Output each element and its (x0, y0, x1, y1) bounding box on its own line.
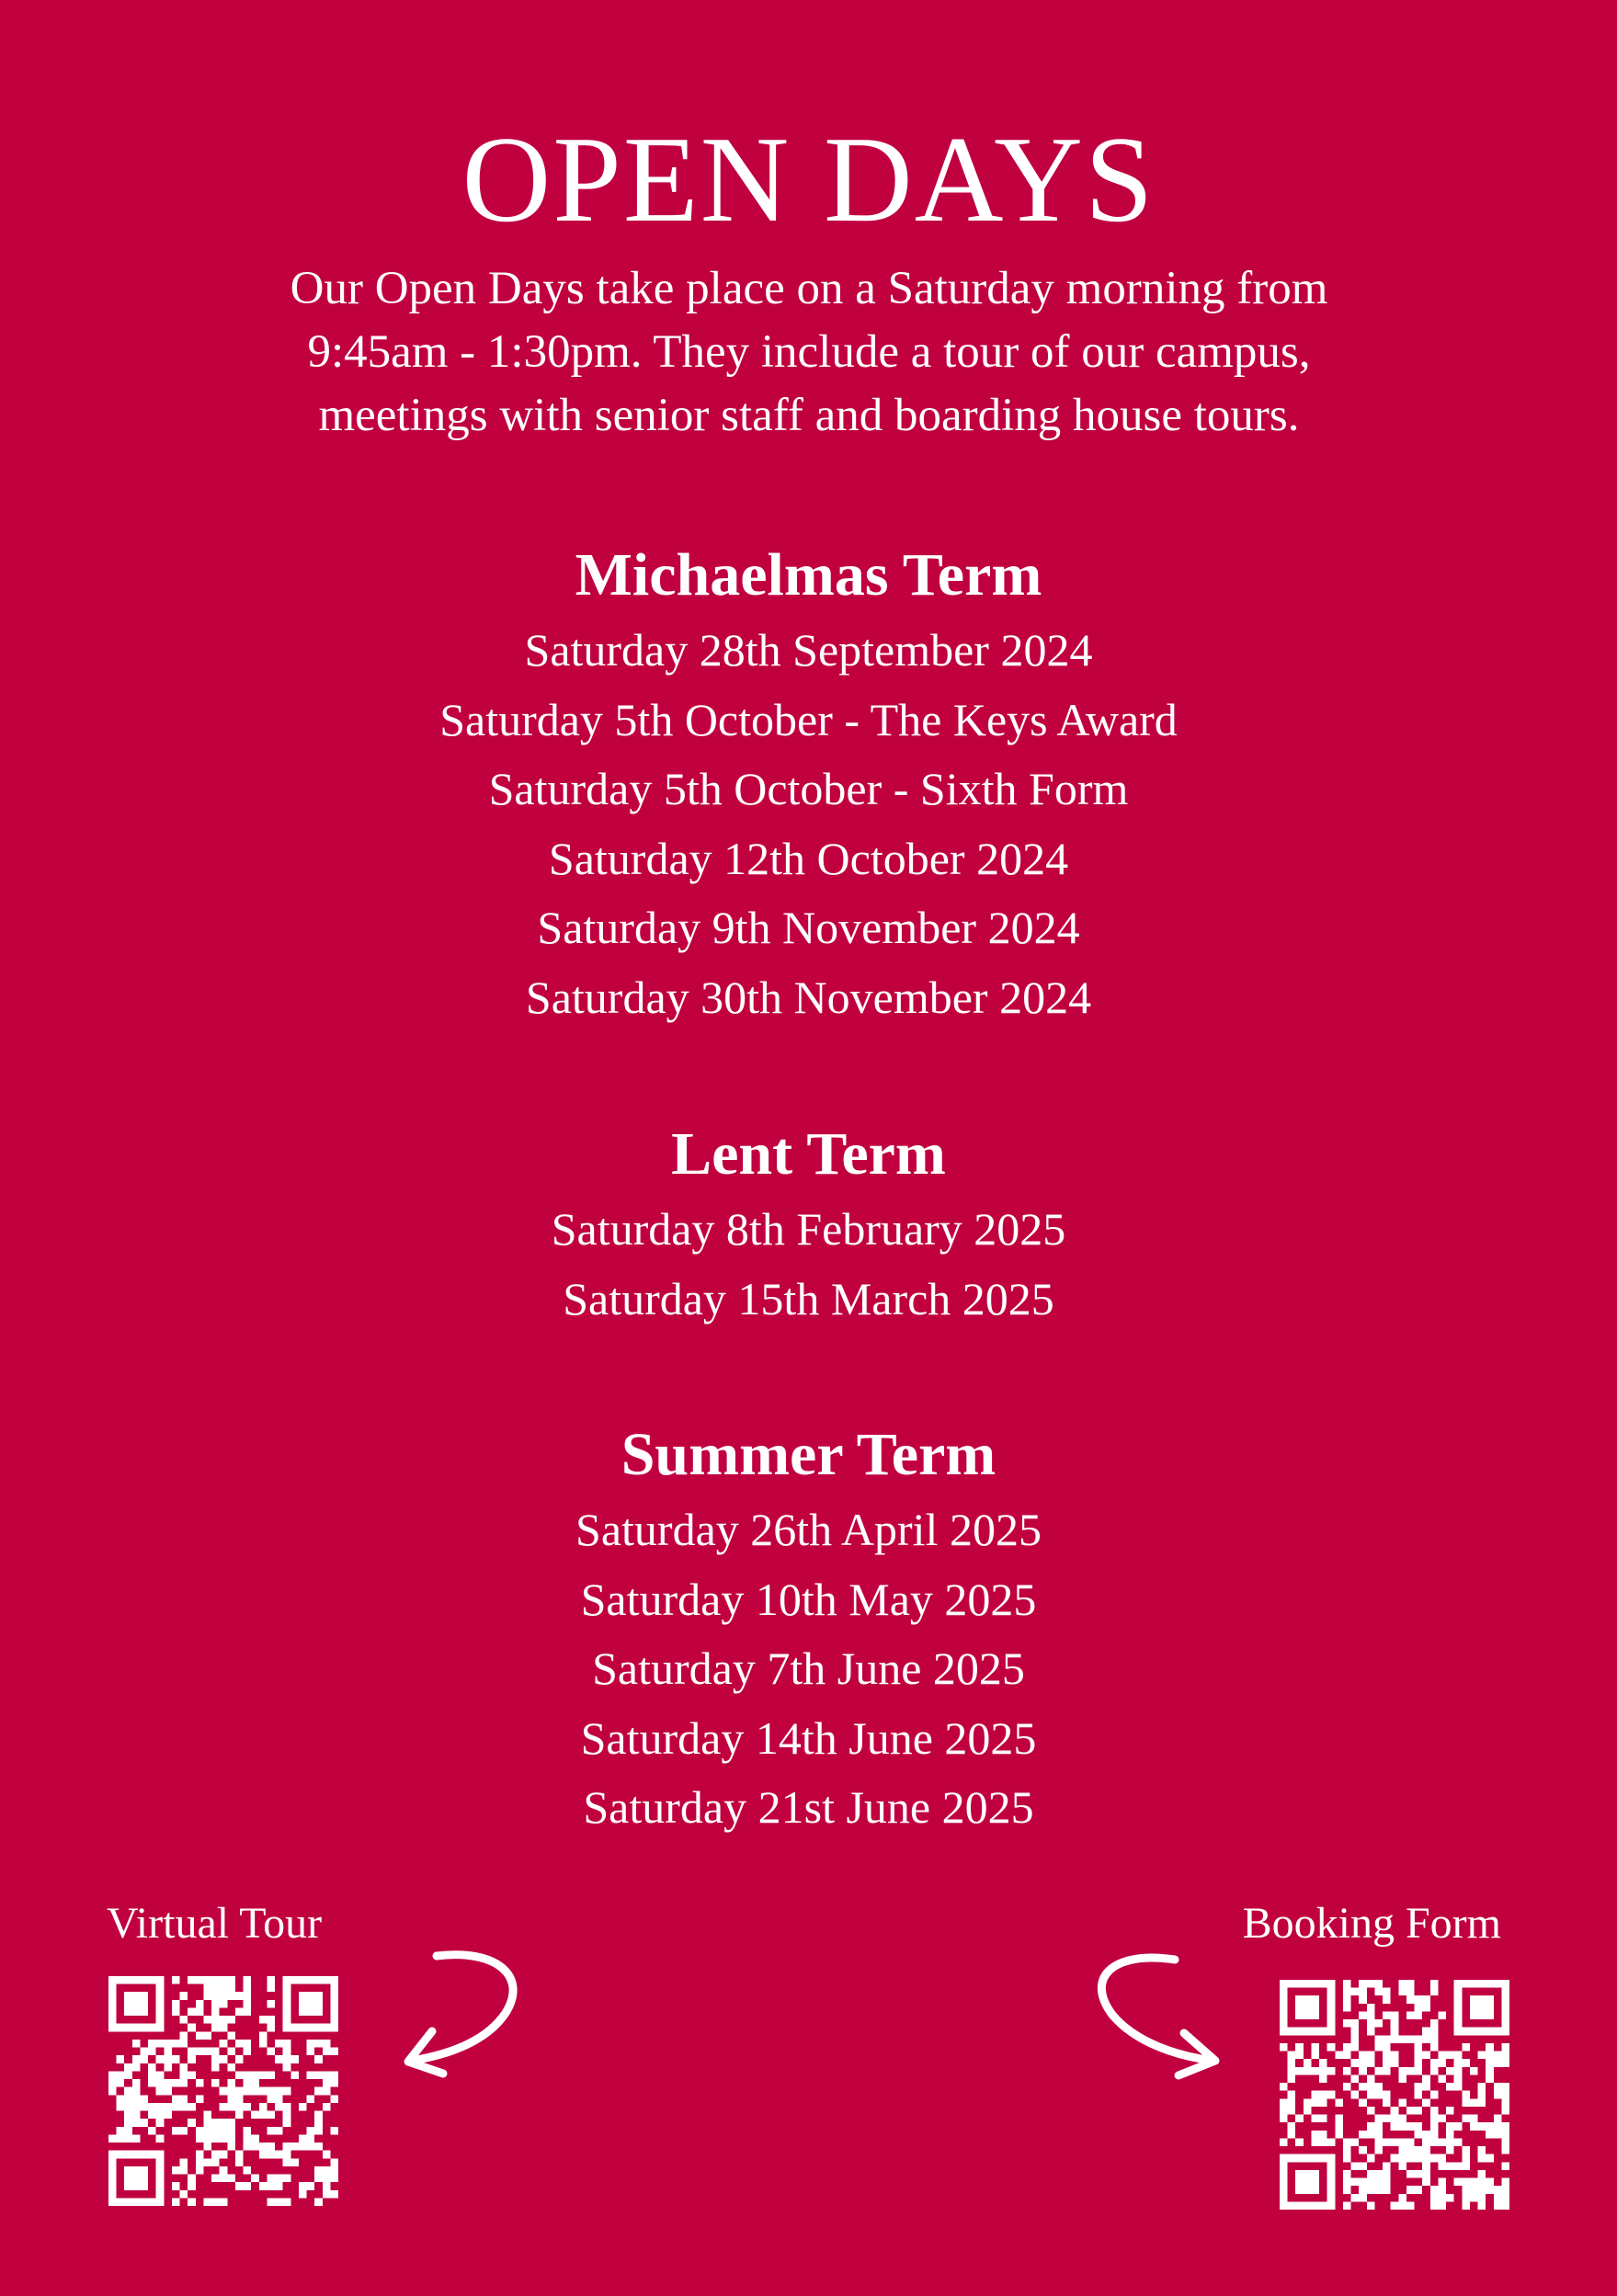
term-heading: Michaelmas Term (575, 541, 1042, 608)
date-item: Saturday 21st June 2025 (583, 1781, 1034, 1833)
intro-text (165, 257, 1452, 448)
date-list (0, 616, 1617, 1032)
date-item: Saturday 5th October - The Keys Award (439, 693, 1178, 745)
date-item: Saturday 28th September 2024 (524, 624, 1093, 676)
date-item: Saturday 26th April 2025 (575, 1504, 1042, 1555)
virtual-tour-qr-code-icon[interactable] (108, 1976, 338, 2206)
virtual-tour-label: Virtual Tour (107, 1899, 323, 1948)
date-item: Saturday 10th May 2025 (580, 1573, 1037, 1625)
date-item: Saturday 9th November 2024 (537, 902, 1080, 953)
date-item: Saturday 7th June 2025 (592, 1642, 1025, 1694)
booking-form-qr-code-icon[interactable] (1280, 1980, 1509, 2210)
date-item: Saturday 5th October - Sixth Form (488, 763, 1129, 814)
booking-form-label: Booking Form (1242, 1899, 1501, 1948)
date-item: Saturday 14th June 2025 (580, 1711, 1037, 1764)
date-item: Saturday 15th March 2025 (563, 1272, 1054, 1324)
intro-line: Our Open Days take place on a Saturday morning from (290, 263, 1328, 314)
term-summer (0, 1418, 1617, 1843)
term-lent (0, 1118, 1617, 1334)
intro-line: meetings with senior staff and boarding house tours. (318, 390, 1300, 441)
page-title: OPEN DAYS (461, 111, 1156, 247)
date-list (0, 1195, 1617, 1334)
date-item: Saturday 12th October 2024 (548, 832, 1069, 884)
date-list (0, 1495, 1617, 1843)
curved-arrow-icon (395, 1939, 533, 2086)
date-item: Saturday 30th November 2024 (525, 971, 1092, 1023)
term-heading: Lent Term (671, 1120, 946, 1188)
curved-arrow-icon (1076, 1941, 1232, 2088)
intro-line: 9:45am - 1:30pm. They include a tour of our campus, (307, 326, 1311, 378)
term-heading: Summer Term (621, 1421, 996, 1488)
date-item: Saturday 8th February 2025 (551, 1203, 1066, 1255)
term-michaelmas (0, 539, 1617, 1032)
